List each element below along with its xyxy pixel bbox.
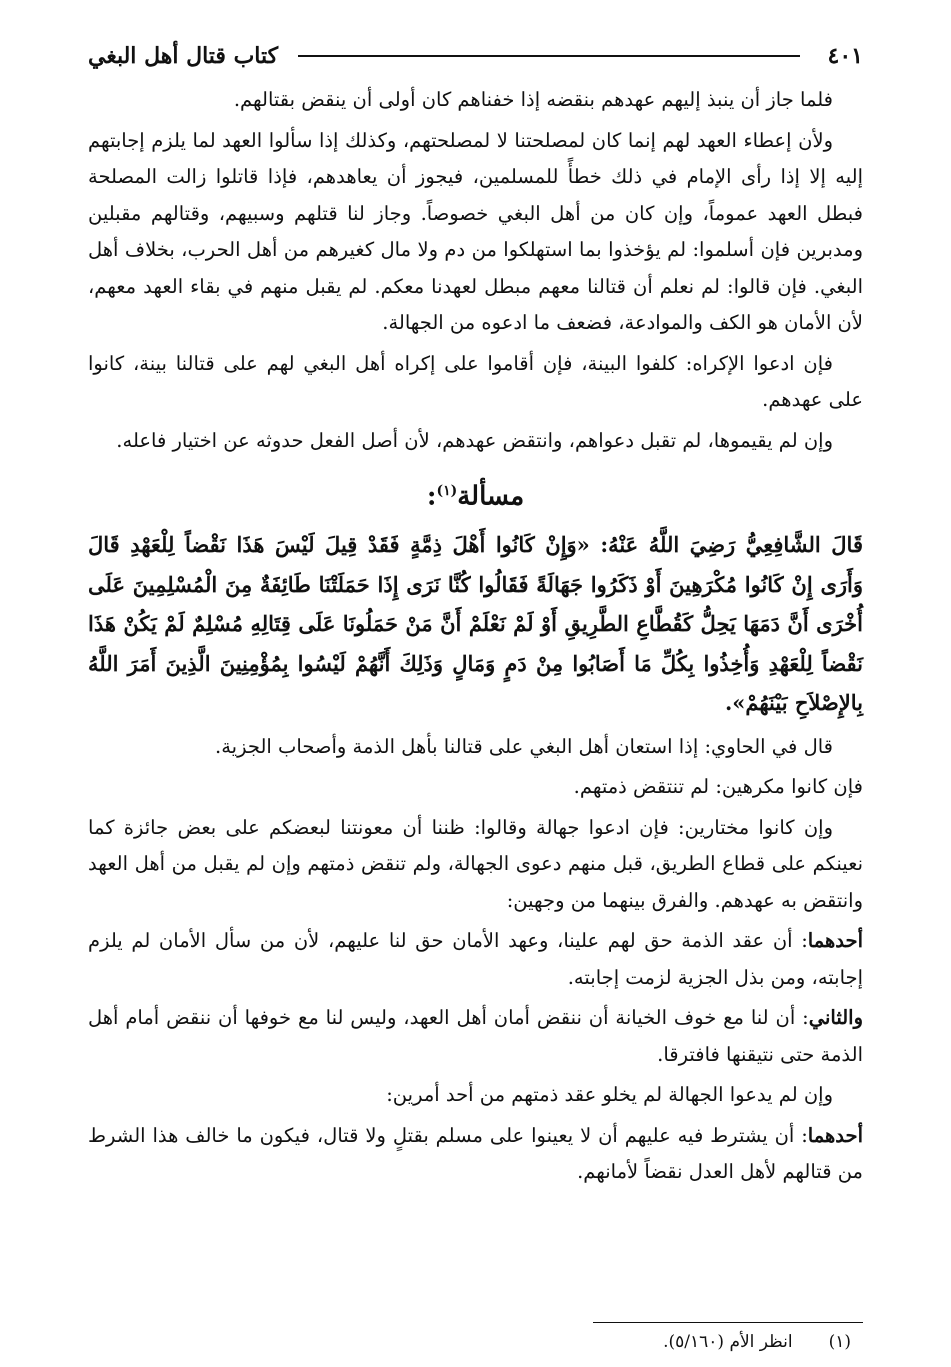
page-body <box>88 82 863 1191</box>
paragraph-text: وإن كانوا مختارين: فإن ادعوا جهالة وقالوا: ظننا أن معونتنا لبعضكم على بعض جائزة كما نعينكم على قطاع الطريق، قبل منهم دعوى الجهالة، ولم تنقض ذمتهم وإن لم يقبل من أهل العهد وانتقض به عهدهم. والفرق بينهما من وجهين: <box>88 815 863 912</box>
paragraph <box>88 810 863 920</box>
footnote-marker: (١) <box>436 483 458 499</box>
paragraph <box>88 923 863 996</box>
running-title: كتاب قتال أهل البغي <box>88 43 279 69</box>
footnote-number: (١) <box>828 1332 851 1352</box>
page-header <box>88 30 863 82</box>
header-rule <box>298 55 799 57</box>
paragraph-text: قال في الحاوي: إذا استعان أهل البغي على قتالنا بأهل الذمة وأصحاب الجزية. <box>215 734 833 758</box>
paragraph-text: : أن عقد الذمة حق لهم علينا، وعهد الأمان حق لنا عليهم، لأن من سأل الأمان لم يلزم إجابته، ومن بذل الجزية لزمت إجابته. <box>88 929 863 989</box>
section-heading <box>88 473 863 515</box>
paragraph-text: : أن لنا مع خوف الخيانة أن ننقض أمان أهل العهد، وليس لنا مع خوفها أن ننقض أمام أهل الذمة حتى نتيقنها فافترقا. <box>88 1006 863 1066</box>
footnote-text: انظر الأم (٥/١٦٠). <box>663 1332 793 1352</box>
paragraph <box>88 1077 863 1114</box>
footnote-divider <box>593 1322 863 1323</box>
paragraph-text: فإن كانوا مكرهين: لم تنتقض ذمتهم. <box>573 775 863 799</box>
paragraph-lead: أحدهما <box>807 1123 863 1147</box>
paragraph-lead: أحدهما <box>807 929 863 953</box>
paragraph <box>88 729 863 766</box>
paragraph: ولأن إعطاء العهد لهم إنما كان لمصلحتنا لا لمصلحتهم، وكذلك إذا سألوا العهد لما يلزم إجابتهم إليه إلا إذا رأى الإمام في ذلك خطأً للمسلمين، فيجوز أن يعاهدهم، فإذا قاتلوا زالت المصلحة فبطل العهد عموماً، وإن كان من أهل البغي خصوصاً. وجاز لنا قتلهم وسبيهم، وقتالهم مقبلين ومدبرين فإن أسلموا: لم يؤخذوا بما استهلكوا من دم ولا مال كغيرهم من أهل الحرب، بخلاف أهل البغي. فإن قالوا: لم نعلم أن قتالنا معهم مبطل لعهدنا معكم. لم يقبل منهم في بقاء العهد معهم، لأن الأمان هو الكف والموادعة، فضعف ما ادعوه من الجهالة. <box>88 128 863 334</box>
paragraph-text: : أن يشترط فيه عليهم أن لا يعينوا على مسلم بقتلٍ ولا قتال، فيكون ما خالف هذا الشرط من قتالهم لأهل العدل نقضاً لأمانهم. <box>88 1123 863 1184</box>
paragraph: وإن لم يقيموها، لم تقبل دعواهم، وانتقض عهدهم، لأن أصل الفعل حدوثه عن اختيار فاعله. <box>116 428 833 452</box>
page-number: ٤٠١ <box>827 43 863 69</box>
paragraph-lead: والثاني <box>808 1006 863 1030</box>
paragraph <box>88 769 863 806</box>
paragraph: فلما جاز أن ينبذ إليهم عهدهم بنقضه إذا خفناهم كان أولى أن ينقض بقتالهم. <box>233 88 833 111</box>
quoted-text: قَالَ الشَّافِعِيُّ رَضِيَ اللَّهُ عَنْهُ: «وَإِنْ كَانُوا أَهْلَ ذِمَّةٍ فَقَدْ قِيلَ لَيْسَ هَذَا نَقْضاً لِلْعَهْدِ قَالَ وَأَرَى إِنْ كَانُوا مُكْرَهِينَ أَوْ ذَكَرُوا جَهَالَةً فَقَالُوا كُنَّا نَرَى إِذَا حَمَلَتْنَا طَائِفَةٌ مِنَ الْمُسْلِمِينَ عَلَى أُخْرَى أَنَّ دَمَهَا يَحِلُّ كَقُطَّاعِ الطَّرِيقِ أَوْ لَمْ نَعْلَمْ أَنَّ مَنْ حَمَلُونَا عَلَى قِتَالِهِ مُسْلِمٌ لَمْ يَكُنْ هَذَا نَقْضاً لِلْعَهْدِ وَأُخِذُوا بِكُلِّ مَا أَصَابُوا مِنْ دَمٍ وَمَالٍ وَذَلِكَ أَنَّهُمْ لَيْسُوا بِمُؤْمِنِينَ الَّذِينَ أَمَرَ اللَّهُ بِالإِصْلاَحِ بَيْنَهُمْ». <box>88 532 863 716</box>
paragraph <box>88 1118 863 1191</box>
section-title: مسألة <box>457 481 525 512</box>
paragraph-text: وإن لم يدعوا الجهالة لم يخلو عقد ذمتهم من أحد أمرين: <box>386 1083 833 1107</box>
paragraph: فإن ادعوا الإكراه: كلفوا البينة، فإن أقاموا على إكراه أهل البغي لهم على قتالنا بينة، كانوا على عهدهم. <box>88 351 863 411</box>
section-colon: : <box>426 481 437 512</box>
paragraph <box>88 1000 863 1073</box>
footnote <box>663 1332 851 1352</box>
